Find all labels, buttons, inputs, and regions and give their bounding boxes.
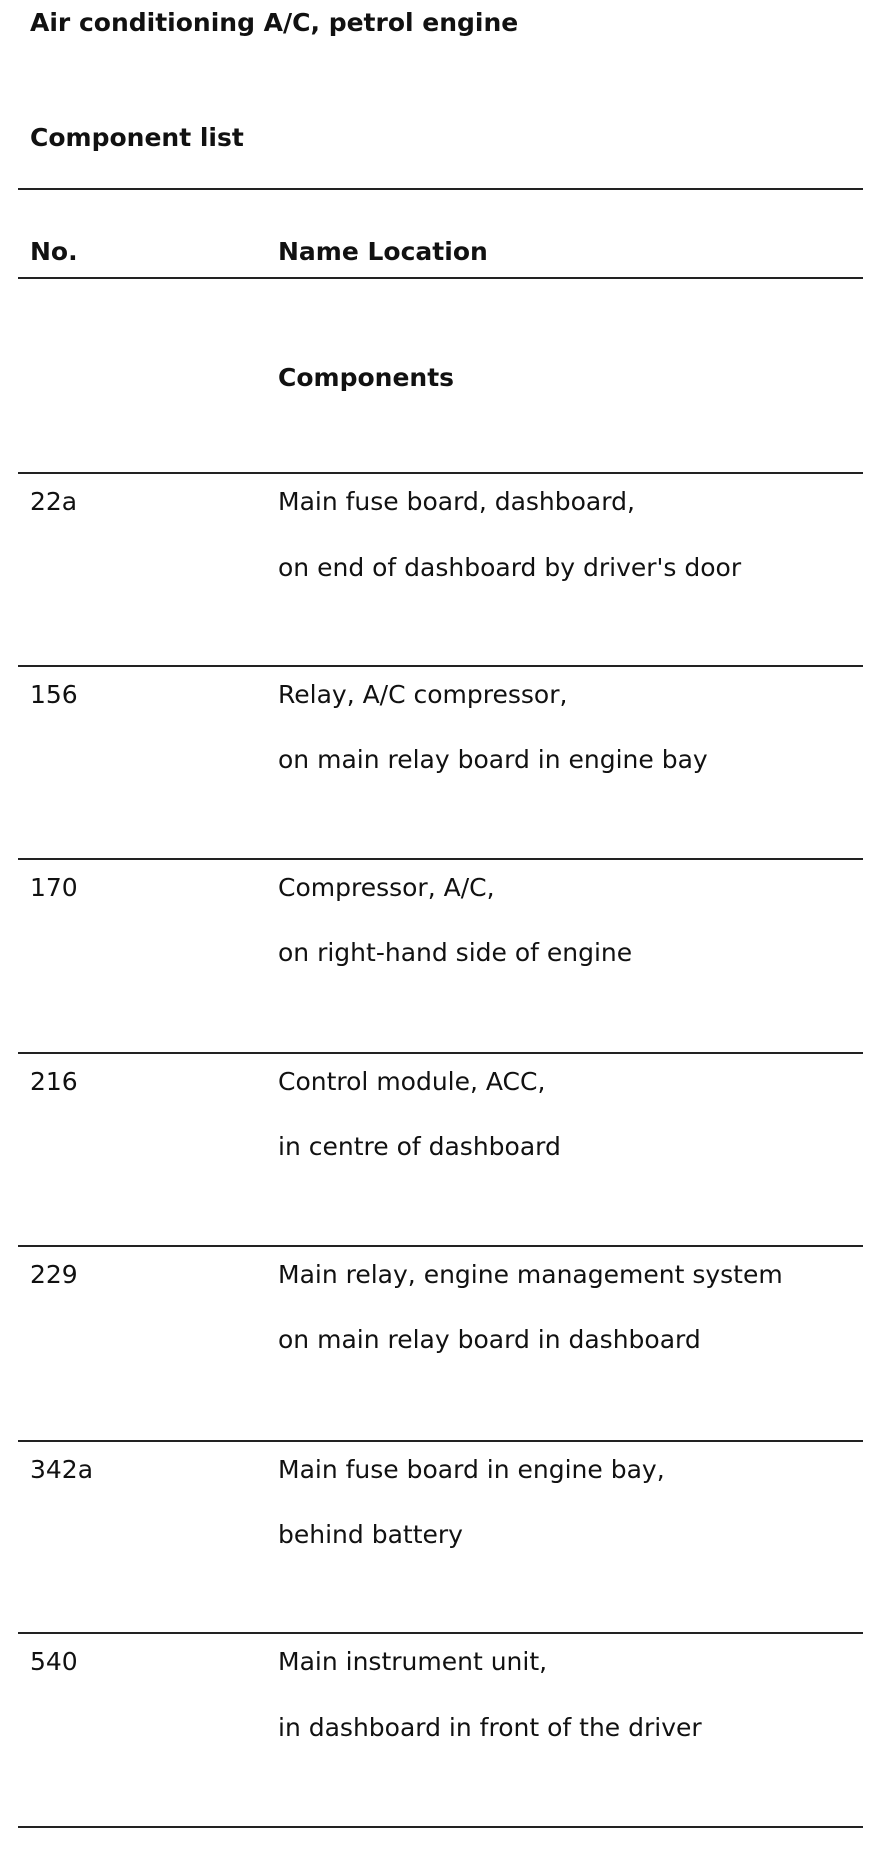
row-divider xyxy=(18,858,863,860)
table-bottom-rule xyxy=(18,1826,863,1828)
row-1-name: Main fuse board, dashboard, xyxy=(278,487,635,516)
header-no: No. xyxy=(30,237,78,266)
row-4-no: 216 xyxy=(30,1067,78,1096)
row-3-name: Compressor, A/C, xyxy=(278,873,495,902)
components-section-label: Components xyxy=(278,363,455,392)
row-3-location: on right-hand side of engine xyxy=(278,938,633,967)
row-2-name: Relay, A/C compressor, xyxy=(278,680,568,709)
row-2-no: 156 xyxy=(30,680,78,709)
row-7-no: 540 xyxy=(30,1647,78,1676)
row-6-name: Main fuse board in engine bay, xyxy=(278,1455,665,1484)
row-divider xyxy=(18,1632,863,1634)
section-subtitle: Component list xyxy=(30,123,244,152)
row-7-location: in dashboard in front of the driver xyxy=(278,1713,702,1742)
row-2-location: on main relay board in engine bay xyxy=(278,745,708,774)
row-5-location: on main relay board in dashboard xyxy=(278,1325,701,1354)
page-title: Air conditioning A/C, petrol engine xyxy=(30,8,519,37)
row-3-no: 170 xyxy=(30,873,78,902)
row-5-no: 229 xyxy=(30,1260,78,1289)
header-bottom-rule xyxy=(18,277,863,279)
row-6-location: behind battery xyxy=(278,1520,463,1549)
row-4-name: Control module, ACC, xyxy=(278,1067,546,1096)
row-divider xyxy=(18,1440,863,1442)
header-name-location: Name Location xyxy=(278,237,488,266)
row-divider xyxy=(18,1052,863,1054)
row-1-no: 22a xyxy=(30,487,78,516)
row-divider xyxy=(18,472,863,474)
row-1-location: on end of dashboard by driver's door xyxy=(278,553,742,582)
row-6-no: 342a xyxy=(30,1455,94,1484)
table-top-rule xyxy=(18,188,863,190)
row-7-name: Main instrument unit, xyxy=(278,1647,548,1676)
row-divider xyxy=(18,1245,863,1247)
row-4-location: in centre of dashboard xyxy=(278,1132,561,1161)
row-5-name: Main relay, engine management system xyxy=(278,1260,783,1289)
row-divider xyxy=(18,665,863,667)
